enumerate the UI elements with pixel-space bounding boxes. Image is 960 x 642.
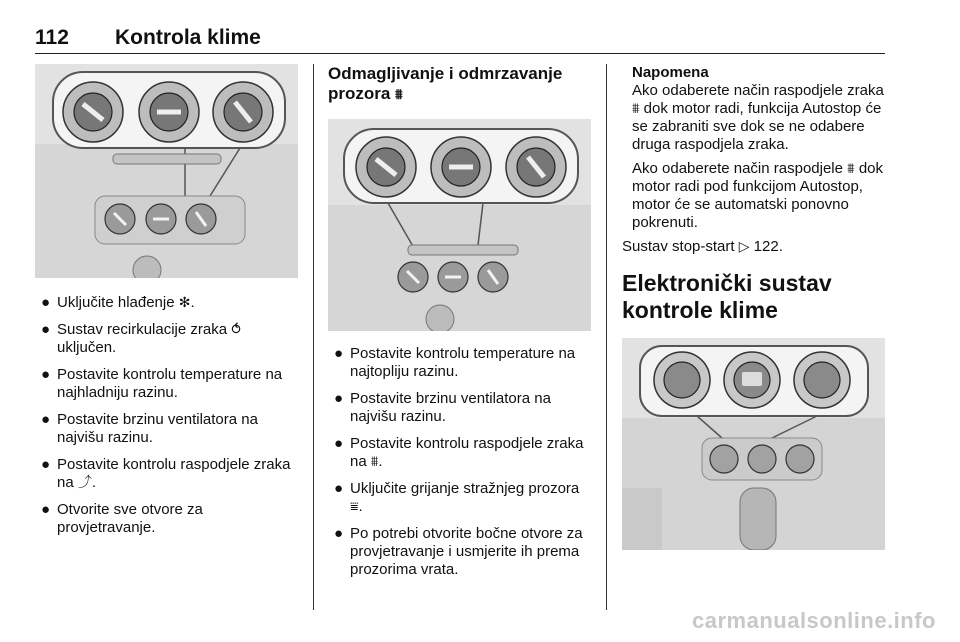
defrost-steps-list [328,345,593,579]
note-paragraph: Ako odaberete način raspodjele ⩩ dok motor radi pod funkcijom Autostop, motor će se automatski ponovno pokrenuti. [632,160,883,231]
column-1 [35,64,300,546]
air-distribution-icon: ⤴ [77,475,92,491]
column-divider-1 [313,64,314,610]
section-title: Kontrola klime [115,26,261,49]
list-item-text: Postavite kontrolu temperature na najtopliju razinu. [350,345,576,380]
header-rule [35,53,885,54]
list-item-text: Postavite kontrolu raspodjele zraka na [57,456,291,491]
rear-window-heating-icon: ⩸ [350,499,359,515]
column-3 [622,64,887,550]
list-item: ● Postavite kontrolu temperature na najtopliju razinu. [334,345,576,380]
defrost-heading: Odmagljivanje i odmrzavanje prozora ⩩ [328,64,563,103]
list-item: ● Uključite hlađenje ✻. [41,294,195,311]
column-divider-2 [606,64,607,610]
list-item-text: uključen. [57,339,117,356]
list-item-text: Uključite grijanje stražnjeg prozora [350,480,580,497]
list-item: ● Otvorite sve otvore za provjetravanje. [41,501,203,536]
electronic-climate-heading: Elektronički sustav kontrole klime [622,270,832,323]
windscreen-defrost-icon: ⩩ [395,87,403,103]
list-item-text: Po potrebi otvorite bočne otvore za provjetravanje i usmjerite ih prema prozorima vrata. [350,525,583,578]
list-item-text: Postavite brzinu ventilatora na najvišu razinu. [350,390,551,425]
list-item-text: Sustav recirkulacije zraka [57,321,228,338]
cooling-steps-list [35,294,300,537]
note-paragraph: Ako odaberete način raspodjele zraka ⩩ dok motor radi, funkcija Autostop će se zabraniti sve dok se ne odabere druga raspodjela zraka. [632,82,884,153]
windscreen-defrost-icon: ⩩ [370,454,379,470]
page-reference-arrow-icon: ▷ [738,239,750,255]
list-item: ● Postavite kontrolu raspodjele zraka na ⤴. [41,456,291,491]
list-item-text: Otvorite sve otvore za provjetravanje. [57,501,203,536]
list-item: ● Sustav recirkulacije zraka ⥀ uključen. [41,321,241,356]
climate-panel-illustration-manual-ac [35,64,298,278]
watermark: carmanualsonline.info [692,608,936,633]
recirculation-icon: ⥀ [231,322,241,338]
list-item-text: Postavite kontrolu raspodjele zraka na [350,435,584,470]
list-item: ● Postavite brzinu ventilatora na najvišu razinu. [334,390,551,425]
cross-reference-link[interactable]: 122. [753,238,783,255]
page-number: 112 [35,26,69,49]
climate-panel-illustration-defrost [328,119,591,331]
list-item: ● Postavite kontrolu temperature na najhladniju razinu. [41,366,283,401]
snowflake-icon: ✻ [178,295,191,311]
windscreen-defrost-icon: ⩩ [847,161,855,177]
list-item: ● Postavite brzinu ventilatora na najvišu razinu. [41,411,258,446]
list-item: ● Postavite kontrolu raspodjele zraka na ⩩. [334,435,584,470]
list-item: ● Uključite grijanje stražnjeg prozora ⩸. [334,480,580,515]
note-box [622,64,887,232]
cross-reference: Sustav stop-start ▷ 122. [622,238,783,255]
list-item-text: Postavite kontrolu temperature na najhladniju razinu. [57,366,283,401]
list-item: ● Po potrebi otvorite bočne otvore za provjetravanje i usmjerite ih prema prozorima vrata. [334,525,583,578]
page-header [35,26,885,52]
note-title: Napomena [632,64,709,81]
list-item-text: Uključite hlađenje [57,294,175,311]
windscreen-defrost-icon: ⩩ [632,101,640,117]
list-item-text: Postavite brzinu ventilatora na najvišu razinu. [57,411,258,446]
column-2 [328,64,593,588]
climate-panel-illustration-electronic [622,338,885,550]
